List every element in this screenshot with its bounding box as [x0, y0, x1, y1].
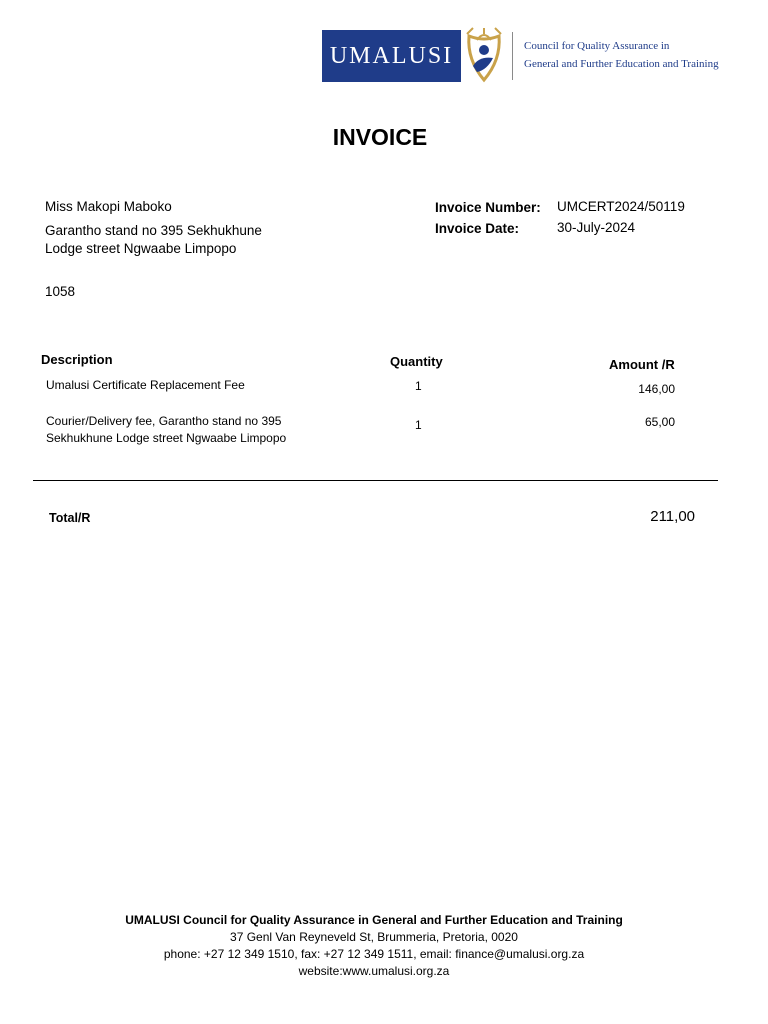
invoice-number-label: Invoice Number:: [435, 200, 541, 215]
total-divider: [33, 480, 718, 481]
invoice-date-value: 30-July-2024: [557, 220, 636, 235]
footer: [0, 912, 748, 980]
invoice-title: INVOICE: [332, 124, 428, 150]
invoice-number-value: UMCERT2024/50119: [557, 199, 685, 214]
row-amount: 146,00: [638, 382, 675, 396]
logo-tagline-line2: General and Further Education and Training: [524, 58, 719, 70]
header-amount: Amount /R: [609, 357, 675, 372]
row-description-continued: Sekhukhune Lodge street Ngwaabe Limpopo: [46, 431, 287, 445]
header-quantity: Quantity: [390, 354, 443, 369]
recipient-postal-code: 1058: [45, 284, 76, 299]
row-quantity: 1: [415, 379, 422, 393]
emblem-icon: [463, 26, 505, 84]
logo-divider: [512, 32, 513, 80]
row-amount: 65,00: [644, 415, 675, 429]
recipient-address-line2: Lodge street Ngwaabe Limpopo: [45, 241, 237, 256]
footer-org-name: UMALUSI Council for Quality Assurance in General and Further Education and Training: [125, 913, 623, 927]
logo-tagline-line1: Council for Quality Assurance in: [524, 40, 670, 52]
footer-website: website:www.umalusi.org.za: [298, 964, 450, 978]
logo-wordmark: UMALUSI: [322, 30, 461, 82]
invoice-date-label: Invoice Date:: [435, 221, 520, 236]
umalusi-logo: [322, 26, 744, 86]
row-quantity: 1: [415, 418, 422, 432]
footer-contact: phone: +27 12 349 1510, fax: +27 12 349 1511, email: finance@umalusi.org.za: [163, 947, 585, 961]
logo-tagline: [524, 37, 744, 73]
recipient-name: Miss Makopi Maboko: [45, 199, 172, 214]
recipient-address-line1: Garantho stand no 395 Sekhukhune: [45, 223, 262, 238]
total-value: 211,00: [650, 508, 695, 525]
row-description: Umalusi Certificate Replacement Fee: [46, 378, 245, 392]
total-label: Total/R: [49, 511, 91, 525]
row-description: Courier/Delivery fee, Garantho stand no 395: [46, 414, 282, 428]
footer-address: 37 Genl Van Reyneveld St, Brummeria, Pretoria, 0020: [230, 930, 518, 944]
header-description: Description: [41, 352, 113, 367]
